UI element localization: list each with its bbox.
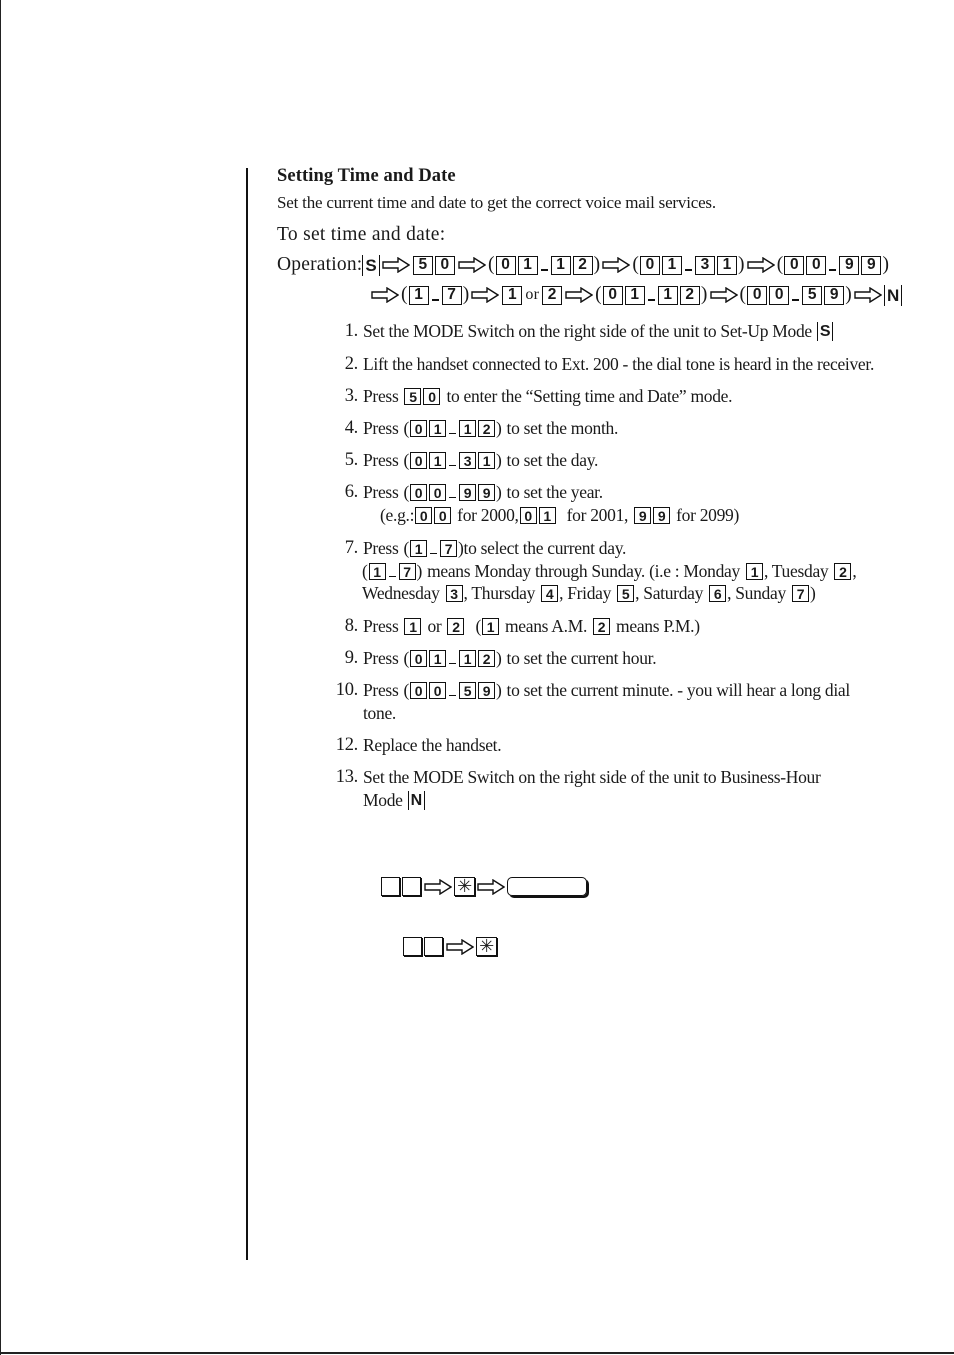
- key-3: 3: [695, 256, 715, 275]
- step-text: to set the day.: [506, 450, 599, 470]
- key-5: 5: [802, 286, 822, 305]
- key-7: 7: [442, 286, 462, 305]
- blank-key: [403, 937, 422, 956]
- step-6-example: [380, 505, 739, 526]
- step-7-days-line-2: [362, 583, 815, 604]
- key-5: 5: [459, 682, 476, 699]
- step-text: to set the year.: [506, 482, 603, 502]
- operation-label: Operation:: [277, 254, 363, 275]
- key-1: 1: [409, 286, 429, 305]
- key-2: 2: [593, 618, 610, 635]
- step-8: [340, 616, 700, 637]
- step-text: to set the current hour.: [506, 648, 657, 668]
- pm-text: means P.M.): [616, 616, 700, 636]
- close-paren: ): [882, 254, 890, 275]
- step-number: 2.: [344, 354, 358, 374]
- key-1: 1: [625, 286, 645, 305]
- key-7: 7: [792, 585, 809, 602]
- key-1: 1: [478, 452, 495, 469]
- press-text: Press: [363, 386, 399, 406]
- step-number: 8.: [344, 616, 358, 636]
- step-text: to select the current day.: [463, 538, 627, 558]
- key-1: 1: [539, 507, 556, 524]
- key-1: 1: [459, 650, 476, 667]
- open-paren: (: [475, 616, 481, 636]
- step-2: [340, 354, 874, 375]
- key-1: 1: [662, 256, 682, 275]
- arrow-icon: [446, 939, 474, 955]
- step-7: [340, 538, 626, 559]
- range-dash: [432, 299, 439, 301]
- key-0: 0: [784, 256, 804, 275]
- key-0: 0: [747, 286, 767, 305]
- close-paren: ): [738, 254, 745, 275]
- step-7-days-line-1: [362, 561, 856, 582]
- comma-text: ,: [852, 561, 857, 581]
- key-9: 9: [478, 484, 495, 501]
- key-1: 1: [746, 563, 763, 580]
- key-1: 1: [459, 420, 476, 437]
- page-frame-left: [0, 0, 1, 1355]
- step-number: 12.: [335, 735, 358, 755]
- key-3: 3: [459, 452, 476, 469]
- range-dash: [449, 695, 456, 697]
- key-1: 1: [429, 452, 446, 469]
- arrow-icon: [477, 879, 505, 895]
- business-mode-key: N: [408, 791, 425, 810]
- close-paren: ): [809, 583, 816, 603]
- star-key: ✳: [476, 937, 497, 956]
- tuesday-text: , Tuesday: [763, 561, 829, 581]
- setup-mode-key: S: [362, 255, 380, 276]
- key-1: 1: [658, 286, 678, 305]
- key-5: 5: [617, 585, 634, 602]
- arrow-icon: [424, 879, 452, 895]
- press-text: Press: [363, 616, 399, 636]
- open-paren: (: [403, 680, 409, 700]
- range-dash: [792, 299, 799, 301]
- key-0: 0: [410, 682, 427, 699]
- key-2: 2: [573, 256, 593, 275]
- step-text-continued: Mode: [363, 790, 403, 810]
- range-dash: [541, 269, 548, 271]
- key-1: 1: [551, 256, 571, 275]
- key-5: 5: [404, 388, 421, 405]
- range-dash: [829, 269, 836, 271]
- open-paren: (: [487, 254, 495, 275]
- saturday-text: , Saturday: [635, 583, 704, 603]
- step-number: 4.: [344, 418, 358, 438]
- step-text: to enter the “Setting time and Date” mode.: [446, 386, 733, 406]
- key-1: 1: [410, 540, 427, 557]
- key-9: 9: [861, 256, 881, 275]
- blank-key: [402, 877, 421, 896]
- range-dash: [648, 299, 655, 301]
- key-sequence-diagram-1: [380, 877, 587, 896]
- sunday-text: , Sunday: [727, 583, 786, 603]
- key-0: 0: [423, 388, 440, 405]
- key-2: 2: [478, 650, 495, 667]
- key-0: 0: [806, 256, 826, 275]
- press-text: Press: [363, 538, 399, 558]
- key-2: 2: [834, 563, 851, 580]
- page-frame-bottom: [0, 1352, 954, 1354]
- open-paren: (: [595, 284, 602, 305]
- key-0: 0: [434, 507, 451, 524]
- step-5: [340, 450, 598, 471]
- key-1: 1: [404, 618, 421, 635]
- range-dash: [449, 465, 456, 467]
- open-paren: (: [403, 482, 409, 502]
- arrow-icon: [471, 287, 499, 303]
- open-paren: (: [403, 648, 409, 668]
- step-12: [331, 735, 501, 756]
- key-6: 6: [709, 585, 726, 602]
- open-paren: (: [632, 254, 640, 275]
- key-0: 0: [496, 256, 516, 275]
- am-text: means A.M.: [504, 616, 588, 636]
- key-9: 9: [478, 682, 495, 699]
- key-9: 9: [653, 507, 670, 524]
- key-5: 5: [413, 256, 433, 275]
- arrow-icon: [710, 287, 738, 303]
- key-2: 2: [680, 286, 700, 305]
- key-sequence-diagram-2: [402, 937, 497, 956]
- example-2000: for 2000,: [457, 505, 519, 525]
- example-prefix: (e.g.:: [380, 505, 415, 525]
- close-paren: ): [495, 418, 502, 438]
- long-blank-key: [507, 877, 587, 896]
- key-2: 2: [478, 420, 495, 437]
- step-9: [340, 648, 656, 669]
- open-paren: (: [403, 450, 409, 470]
- step-1: [340, 321, 833, 342]
- step-text: Set the MODE Switch on the right side of the unit to Set-Up Mode: [363, 321, 812, 341]
- step-text: Set the MODE Switch on the right side of the unit to Business-Hour: [363, 767, 821, 787]
- step-10-continued: [363, 703, 396, 724]
- step-3: [340, 386, 732, 407]
- key-0: 0: [520, 507, 537, 524]
- press-text: Press: [363, 648, 399, 668]
- friday-text: , Friday: [559, 583, 612, 603]
- step-text: to set the month.: [506, 418, 619, 438]
- blank-key: [424, 937, 443, 956]
- close-paren: ): [700, 284, 708, 305]
- key-0: 0: [603, 286, 623, 305]
- key-2: 2: [542, 286, 562, 305]
- key-0: 0: [410, 650, 427, 667]
- key-2: 2: [447, 618, 464, 635]
- step-number: 10.: [335, 680, 358, 700]
- key-1: 1: [717, 256, 737, 275]
- step-number: 3.: [344, 386, 358, 406]
- step-4: [340, 418, 618, 439]
- range-dash: [449, 497, 456, 499]
- arrow-icon: [602, 257, 630, 273]
- key-9: 9: [459, 484, 476, 501]
- step-number: 1.: [344, 321, 358, 341]
- key-7: 7: [399, 563, 416, 580]
- example-2099: for 2099): [676, 505, 740, 525]
- range-dash: [685, 269, 692, 271]
- press-text: Press: [363, 680, 399, 700]
- key-7: 7: [440, 540, 457, 557]
- step-text: Replace the handset.: [363, 735, 502, 755]
- arrow-icon: [854, 287, 882, 303]
- close-paren: ): [495, 648, 502, 668]
- key-4: 4: [541, 585, 558, 602]
- or-text: or: [525, 286, 540, 303]
- step-number: 7.: [344, 538, 358, 558]
- step-number: 9.: [344, 648, 358, 668]
- step-text: to set the current minute. - you will hear a long dial: [506, 680, 850, 700]
- key-0: 0: [410, 452, 427, 469]
- key-0: 0: [769, 286, 789, 305]
- range-dash: [449, 663, 456, 665]
- section-intro: Set the current time and date to get the correct voice mail services.: [277, 193, 716, 212]
- arrow-icon: [458, 257, 486, 273]
- wednesday-text: Wednesday: [362, 583, 440, 603]
- open-paren: (: [401, 284, 408, 305]
- range-dash: [430, 553, 437, 555]
- step-13-continued: [363, 790, 425, 811]
- open-paren: (: [362, 561, 368, 581]
- step-text: Lift the handset connected to Ext. 200 - the dial tone is heard in the receiver.: [363, 354, 875, 374]
- key-9: 9: [634, 507, 651, 524]
- close-paren: ): [416, 561, 423, 581]
- operation-line-2: [369, 284, 902, 306]
- range-dash: [449, 433, 456, 435]
- margin-rule: [246, 168, 248, 1260]
- key-1: 1: [369, 563, 386, 580]
- open-paren: (: [403, 538, 409, 558]
- key-9: 9: [824, 286, 844, 305]
- key-1: 1: [429, 650, 446, 667]
- section-title: Setting Time and Date: [277, 166, 456, 186]
- step-number: 6.: [344, 482, 358, 502]
- business-mode-key: N: [884, 285, 902, 306]
- section-subhead: To set time and date:: [277, 224, 446, 245]
- open-paren: (: [776, 254, 784, 275]
- thursday-text: , Thursday: [463, 583, 536, 603]
- close-paren: ): [495, 680, 502, 700]
- or-text: or: [427, 616, 442, 636]
- star-key: ✳: [454, 877, 475, 896]
- operation-line-1: [277, 254, 889, 276]
- key-3: 3: [446, 585, 463, 602]
- key-0: 0: [640, 256, 660, 275]
- open-paren: (: [403, 418, 409, 438]
- key-1: 1: [482, 618, 499, 635]
- close-paren: ): [495, 450, 502, 470]
- example-2001: for 2001,: [566, 505, 629, 525]
- step-6: [340, 482, 603, 503]
- key-0: 0: [429, 682, 446, 699]
- open-paren: (: [739, 284, 747, 305]
- arrow-icon: [382, 257, 410, 273]
- key-9: 9: [839, 256, 859, 275]
- step-number: 13.: [335, 767, 358, 787]
- close-paren: ): [845, 284, 852, 305]
- range-dash: [389, 576, 396, 578]
- step-number: 5.: [344, 450, 358, 470]
- arrow-icon: [747, 257, 775, 273]
- key-1: 1: [502, 286, 522, 305]
- key-0: 0: [410, 420, 427, 437]
- setup-mode-key: S: [817, 322, 833, 341]
- key-0: 0: [435, 256, 455, 275]
- key-0: 0: [429, 484, 446, 501]
- close-paren: ): [457, 538, 464, 558]
- step-text-continued: tone.: [363, 703, 397, 723]
- press-text: Press: [363, 482, 399, 502]
- press-text: Press: [363, 418, 399, 438]
- press-text: Press: [363, 450, 399, 470]
- step-13: [331, 767, 821, 788]
- close-paren: ): [495, 482, 502, 502]
- key-0: 0: [415, 507, 432, 524]
- step-10: [331, 680, 850, 701]
- days-means-text: means Monday through Sunday. (i.e : Monday: [427, 561, 740, 581]
- arrow-icon: [565, 287, 593, 303]
- key-0: 0: [410, 484, 427, 501]
- key-1: 1: [518, 256, 538, 275]
- blank-key: [381, 877, 400, 896]
- arrow-icon: [371, 287, 399, 303]
- close-paren: ): [593, 254, 601, 275]
- key-1: 1: [429, 420, 446, 437]
- close-paren: ): [462, 284, 470, 305]
